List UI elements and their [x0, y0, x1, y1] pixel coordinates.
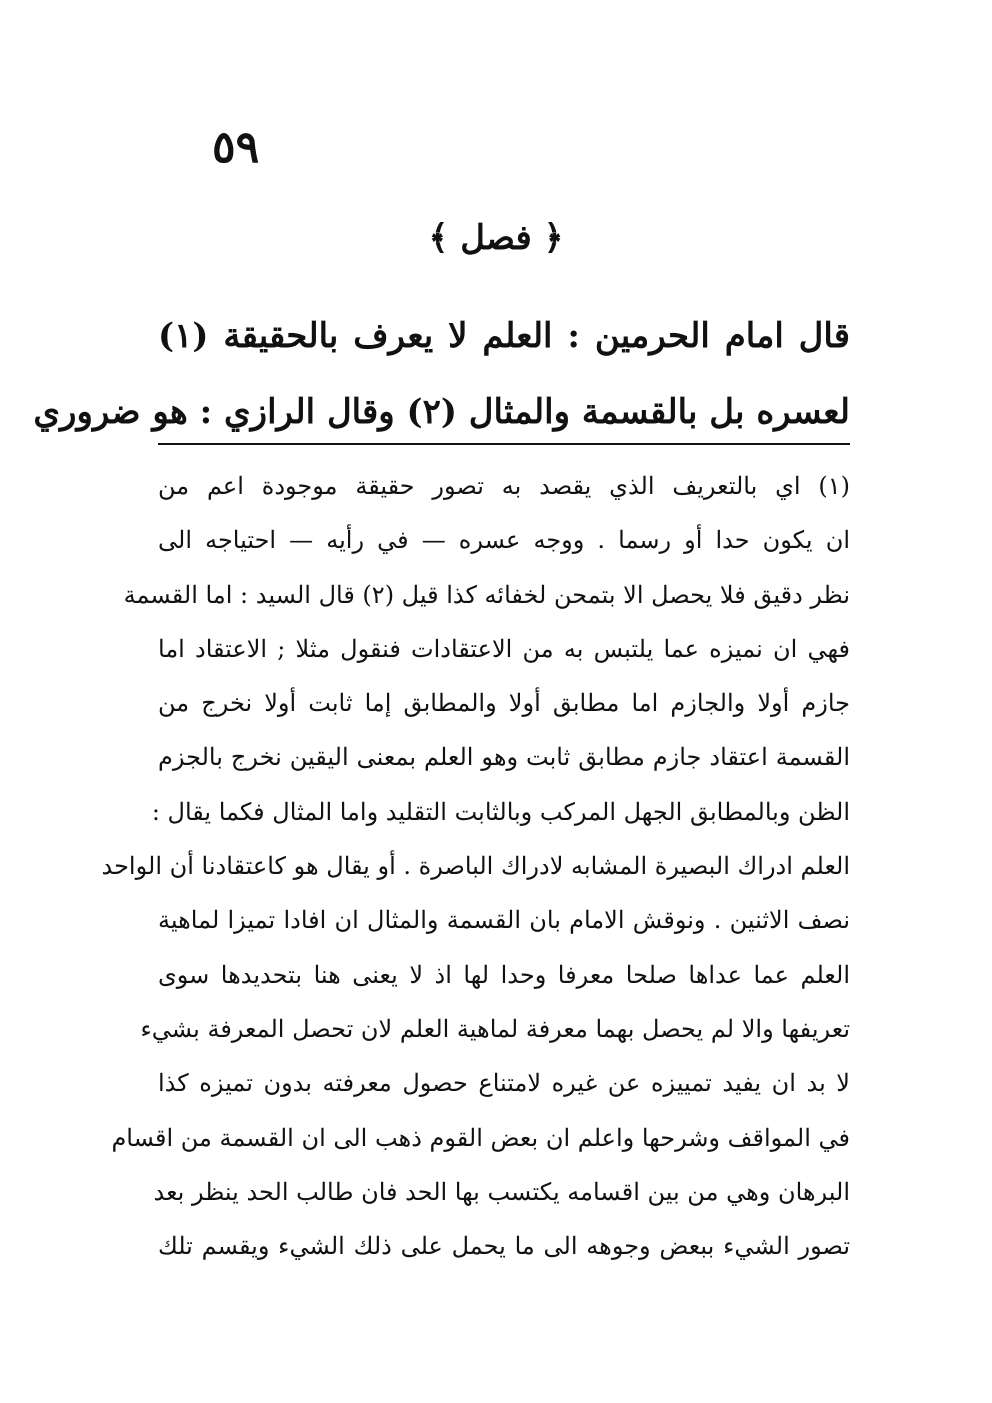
footnote-line: الظن وبالمطابق الجهل المركب وبالثابت التقليد واما المثال فكما يقال :	[151, 797, 850, 826]
footnote-line: نصف الاثنين . ونوقش الامام بان القسمة والمثال ان افادا تميزا لماهية	[158, 906, 850, 935]
footnote-line: لا بد ان يفيد تمييزه عن غيره لامتناع حصول معرفته بدون تميزه كذا	[158, 1069, 850, 1098]
main-text-line: قال امام الحرمين : العلم لا يعرف بالحقيقة (١)	[158, 316, 850, 356]
main-text-line: لعسره بل بالقسمة والمثال (٢) وقال الرازي : هو ضروري	[33, 392, 850, 432]
footnote-line: العلم عما عداها صلحا معرفا وحدا لها اذ لا يعنى هنا بتحديدها سوى	[158, 960, 850, 989]
footnote-line: البرهان وهي من بين اقسامه يكتسب بها الحد فان طالب الحد ينظر بعد	[153, 1177, 850, 1206]
footnote-line: ان يكون حدا أو رسما . ووجه عسره — في رأيه — احتياجه الى	[158, 526, 851, 555]
footnote-line: (١) اي بالتعريف الذي يقصد به تصور حقيقة موجودة اعم من	[158, 472, 850, 500]
footnote-line: القسمة اعتقاد جازم مطابق ثابت وهو العلم بمعنى اليقين نخرج بالجزم	[158, 743, 850, 772]
footnote-line: في المواقف وشرحها واعلم ان بعض القوم ذهب الى ان القسمة من اقسام	[111, 1123, 850, 1152]
footnotes	[101, 459, 851, 1273]
footnote-divider	[158, 443, 850, 445]
page-number: ٥٩	[212, 122, 260, 173]
footnote-line: فهي ان نميزه عما يلتبس به من الاعتقادات فنقول مثلا ; الاعتقاد اما	[158, 634, 850, 663]
footnote-line: جازم أولا والجازم اما مطابق أولا والمطابق إما ثابت أولا نخرج من	[158, 689, 850, 718]
section-heading: ﴿ فصل ﴾	[428, 218, 564, 258]
footnote-line: تعريفها والا لم يحصل بهما معرفة لماهية العلم لان تحصل المعرفة بشيء	[140, 1014, 850, 1043]
main-text	[33, 298, 850, 450]
footnote-line: تصور الشيء ببعض وجوهه الى ما يحمل على ذلك الشيء ويقسم تلك	[158, 1232, 850, 1261]
footnote-line: العلم ادراك البصيرة المشابه لادراك الباصرة . أو يقال هو كاعتقادنا أن الواحد	[101, 852, 850, 881]
footnote-line: نظر دقيق فلا يحصل الا بتمحن لخفائه كذا قيل (٢) قال السيد : اما القسمة	[123, 580, 850, 609]
